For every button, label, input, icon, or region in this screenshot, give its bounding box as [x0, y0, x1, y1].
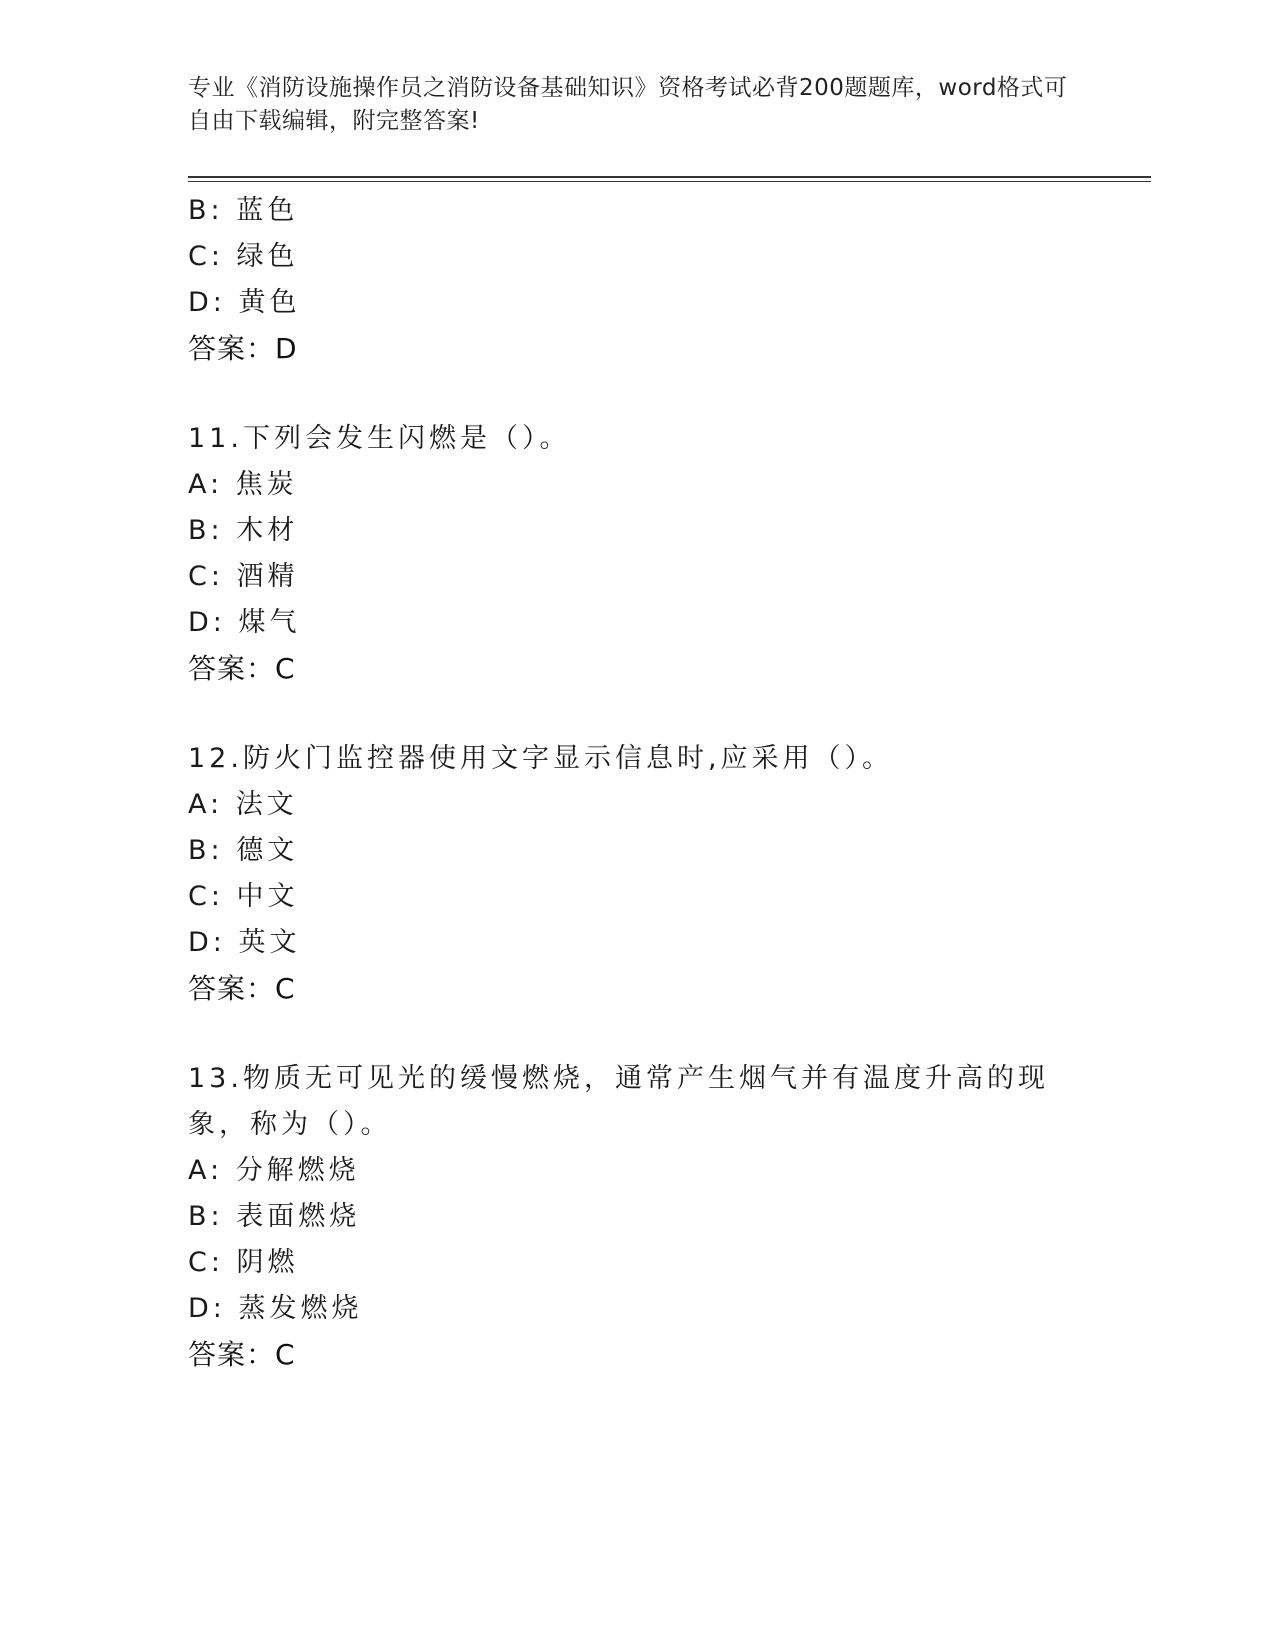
question-stem: 11.下列会发生闪燃是（）。	[188, 423, 571, 454]
answer-line: 答案：C	[188, 972, 296, 1005]
option-d: D: 英文	[188, 927, 301, 958]
carryover-question	[188, 188, 1088, 372]
question-list	[188, 188, 1088, 1378]
option-c: C: 绿色	[188, 241, 299, 272]
option-d: D: 黄色	[188, 287, 301, 318]
option-d: D: 蒸发燃烧	[188, 1293, 363, 1324]
header-rule-thin	[188, 181, 1151, 182]
answer-line: 答案：C	[188, 652, 296, 685]
question-stem: 12.防火门监控器使用文字显示信息时,应采用（）。	[188, 743, 894, 774]
option-b: B: 蓝色	[188, 195, 299, 226]
option-b: B: 木材	[188, 515, 299, 546]
option-a: A: 分解燃烧	[188, 1155, 360, 1186]
option-a: A: 法文	[188, 789, 298, 820]
option-b: B: 德文	[188, 835, 299, 866]
option-b: B: 表面燃烧	[188, 1201, 361, 1232]
question-stem: 13.物质无可见光的缓慢燃烧，通常产生烟气并有温度升高的现象，称为（）。	[188, 1063, 1049, 1140]
answer-line: 答案：D	[188, 332, 298, 365]
answer-line: 答案：C	[188, 1338, 296, 1371]
question-11	[188, 416, 1088, 692]
question-13	[188, 1056, 1088, 1378]
document-header: 专业《消防设施操作员之消防设备基础知识》资格考试必背200题题库，word格式可自由下载编辑，附完整答案!	[188, 75, 1068, 134]
question-12	[188, 736, 1088, 1012]
option-c: C: 阴燃	[188, 1247, 299, 1278]
option-a: A: 焦炭	[188, 469, 298, 500]
option-c: C: 中文	[188, 881, 299, 912]
option-d: D: 煤气	[188, 607, 301, 638]
header-rule-thick	[188, 176, 1151, 178]
option-c: C: 酒精	[188, 561, 299, 592]
